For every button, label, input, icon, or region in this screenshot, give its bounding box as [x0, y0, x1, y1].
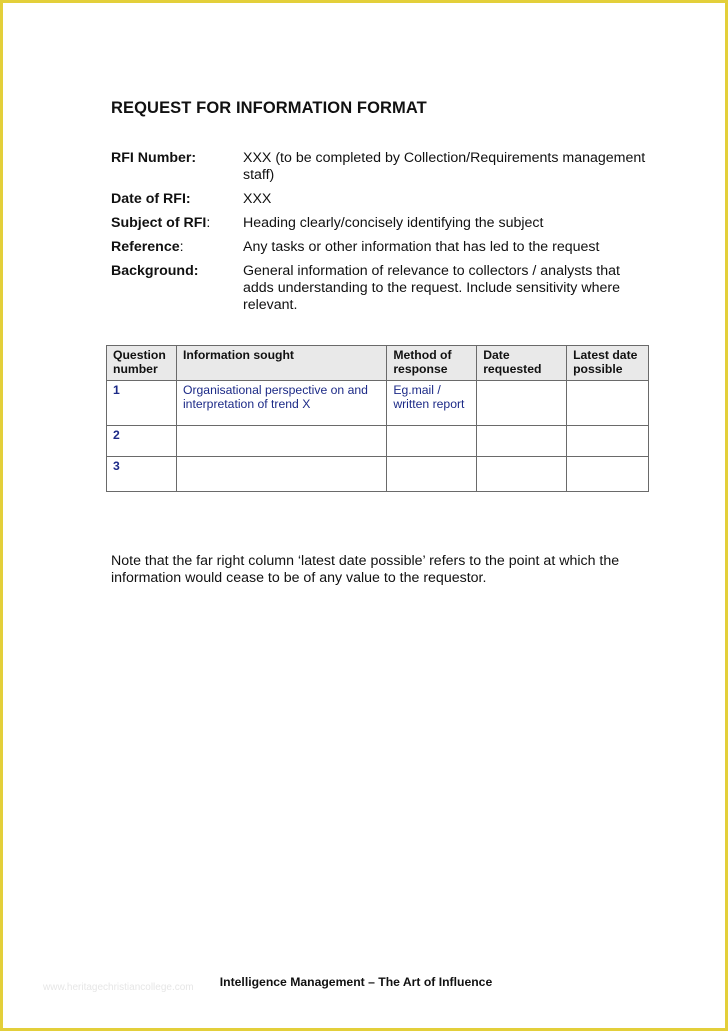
- table-row: [107, 381, 649, 426]
- cell-date-requested: [477, 381, 567, 426]
- rfi-table: [106, 345, 649, 492]
- cell-latest-date-possible: [567, 457, 649, 492]
- table-header-row: [107, 346, 649, 381]
- header-information-sought: Information sought: [176, 346, 386, 381]
- field-reference: Reference: Any tasks or other information that has led to the request: [111, 239, 651, 256]
- header-date-requested: Date requested: [477, 346, 567, 381]
- field-value: XXX: [243, 191, 272, 207]
- cell-method-of-response: [387, 457, 477, 492]
- cell-question-number: 3: [107, 457, 177, 492]
- cell-question-number: 2: [107, 426, 177, 457]
- field-value: Any tasks or other information that has led to the request: [243, 239, 600, 255]
- field-label: Subject of RFI: [111, 215, 207, 231]
- field-value: Heading clearly/concisely identifying the subject: [243, 215, 544, 231]
- field-rfi-number: [111, 150, 651, 184]
- cell-date-requested: [477, 426, 567, 457]
- rfi-details: [111, 150, 651, 321]
- header-method-of-response: Method of response: [387, 346, 477, 381]
- field-label: RFI Number:: [111, 150, 197, 166]
- header-latest-date-possible: Latest date possible: [567, 346, 649, 381]
- cell-information-sought: Organisational perspective on and interpretation of trend X: [176, 381, 386, 426]
- field-value: XXX (to be completed by Collection/Requirements management staff): [243, 150, 646, 183]
- table-row: [107, 457, 649, 492]
- cell-information-sought: [176, 426, 386, 457]
- note-paragraph: Note that the far right column ‘latest date possible’ refers to the point at which the information would cease to be of any value to the requestor.: [111, 553, 620, 586]
- cell-latest-date-possible: [567, 381, 649, 426]
- field-label: Reference: [111, 239, 180, 255]
- cell-method-of-response: Eg.mail / written report: [387, 381, 477, 426]
- field-value: General information of relevance to collectors / analysts that adds understanding to the request. Include sensitivity where relevant.: [243, 263, 620, 313]
- table-row: [107, 426, 649, 457]
- page-footer: Intelligence Management – The Art of Influence: [219, 975, 493, 989]
- document-title: REQUEST FOR INFORMATION FORMAT: [111, 99, 427, 117]
- field-label: Date of RFI:: [111, 191, 191, 207]
- field-subject: Subject of RFI: Heading clearly/concisely identifying the subject: [111, 215, 651, 232]
- cell-information-sought: [176, 457, 386, 492]
- field-date-of-rfi: [111, 191, 651, 208]
- cell-question-number: 1: [107, 381, 177, 426]
- field-background: [111, 263, 651, 314]
- field-label: Background:: [111, 263, 199, 279]
- cell-method-of-response: [387, 426, 477, 457]
- cell-latest-date-possible: [567, 426, 649, 457]
- header-question-number: Question number: [107, 346, 177, 381]
- cell-date-requested: [477, 457, 567, 492]
- watermark: www.heritagechristiancollege.com: [43, 982, 194, 993]
